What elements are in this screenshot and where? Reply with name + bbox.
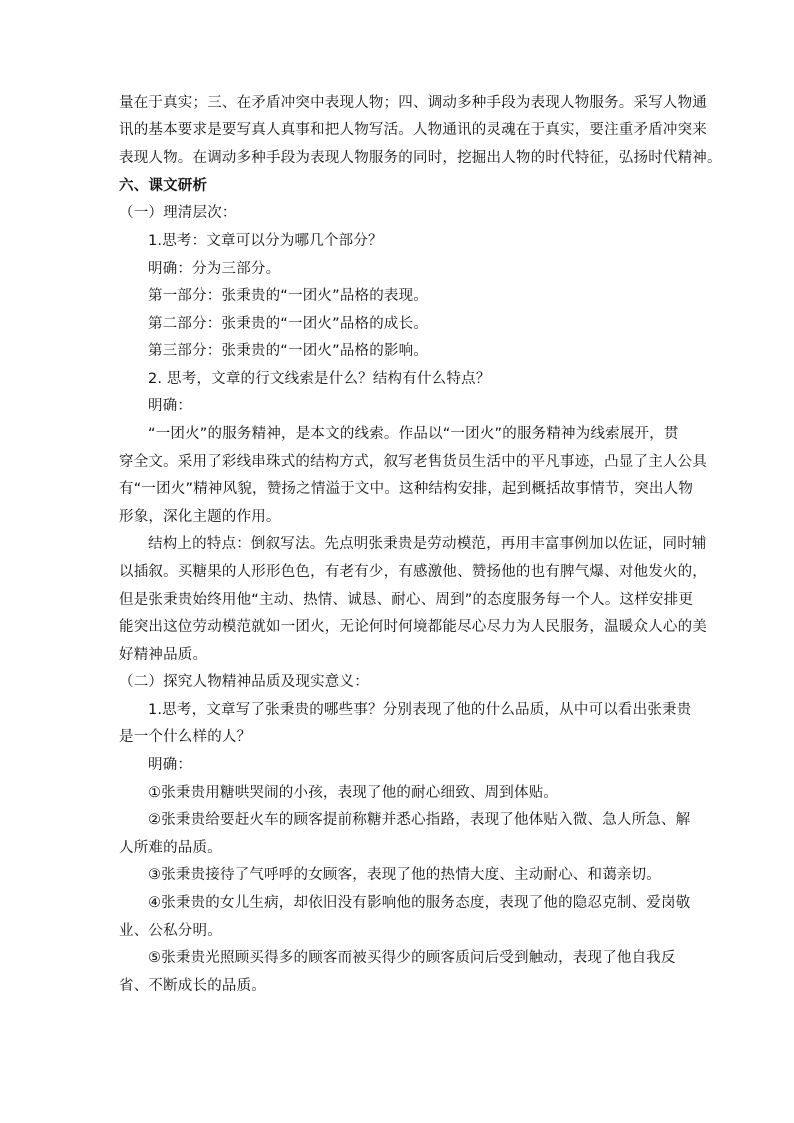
answer-line: 明确：分为三部分。	[148, 261, 281, 277]
paragraph-line: 但是张秉贵始终用他“主动、热情、诚恳、耐心、周到”的态度服务每一个人。这样安排更	[119, 592, 694, 608]
list-item-continuation: 省、不断成长的品质。	[119, 978, 266, 994]
subsection-heading: （二）探究人物精神品质及现实意义：	[119, 674, 369, 690]
list-item: ④张秉贵的女儿生病，却依旧没有影响他的服务态度，表现了他的隐忍克制、爱岗敬	[148, 895, 691, 911]
list-item-continuation: 业、公私分明。	[119, 923, 222, 939]
section-heading: 六、课文研析	[119, 178, 208, 194]
answer-line: 第二部分：张秉贵的“一团火”品格的成长。	[148, 316, 429, 332]
question-line: 2. 思考，文章的行文线索是什么？结构有什么特点？	[148, 371, 491, 387]
paragraph-line: 表现人物。在调动多种手段为表现人物服务的同时，挖掘出人物的时代特征，弘扬时代精神。	[119, 150, 722, 166]
answer-label: 明确：	[148, 398, 193, 414]
answer-line: 第一部分：张秉贵的“一团火”品格的表现。	[148, 288, 429, 304]
question-line: 1.思考，文章写了张秉贵的哪些事？分别表现了他的什么品质，从中可以看出张秉贵	[148, 702, 692, 718]
paragraph-line: 形象，深化主题的作用。	[119, 509, 281, 525]
paragraph-line: 量在于真实；三、在矛盾冲突中表现人物；四、调动多种手段为表现人物服务。采写人物通	[119, 95, 707, 111]
list-item: ③张秉贵接待了气呼呼的女顾客，表现了他的热情大度、主动耐心、和蔼亲切。	[148, 867, 661, 883]
paragraph-line: 能突出这位劳动模范就如一团火，无论何时何境都能尽心尽力为人民服务，温暖众人心的美	[119, 619, 707, 635]
question-line: 是一个什么样的人？	[119, 729, 252, 745]
question-line: 1.思考：文章可以分为哪几个部分？	[148, 233, 383, 249]
paragraph-line: 有“一团火”精神风貌，赞扬之情溢于文中。这种结构安排，起到概括故事情节，突出人物	[119, 481, 694, 497]
paragraph-line: 穿全文。采用了彩线串珠式的结构方式，叙写老售货员生活中的平凡事迹，凸显了主人公具	[119, 454, 707, 470]
answer-label: 明确：	[148, 757, 193, 773]
paragraph-line: 以插叙。买糖果的人形形色色，有老有少，有感激他、赞扬他的也有脾气爆、对他发火的，	[119, 564, 707, 580]
paragraph-line: 结构上的特点：倒叙写法。先点明张秉贵是劳动模范，再用丰富事例加以佐证，同时辅	[148, 536, 707, 552]
paragraph-line: 讯的基本要求是要写真人真事和把人物写活。人物通讯的灵魂在于真实，要注重矛盾冲突来	[119, 122, 707, 138]
subsection-heading: （一）理清层次：	[119, 205, 237, 221]
list-item: ②张秉贵给要赶火车的顾客提前称糖并悉心指路，表现了他体贴入微、急人所急、解	[148, 812, 691, 828]
list-item: ⑤张秉贵光照顾买得多的顾客而被买得少的顾客质问后受到触动，表现了他自我反	[148, 950, 676, 966]
paragraph-line: 好精神品质。	[119, 647, 208, 663]
paragraph-line: “一团火”的服务精神，是本文的线索。作品以“一团火”的服务精神为线索展开，贯	[148, 426, 679, 442]
list-item-continuation: 人所难的品质。	[119, 840, 222, 856]
answer-line: 第三部分：张秉贵的“一团火”品格的影响。	[148, 343, 429, 359]
list-item: ①张秉贵用糖哄哭闹的小孩，表现了他的耐心细致、周到体贴。	[148, 785, 559, 801]
